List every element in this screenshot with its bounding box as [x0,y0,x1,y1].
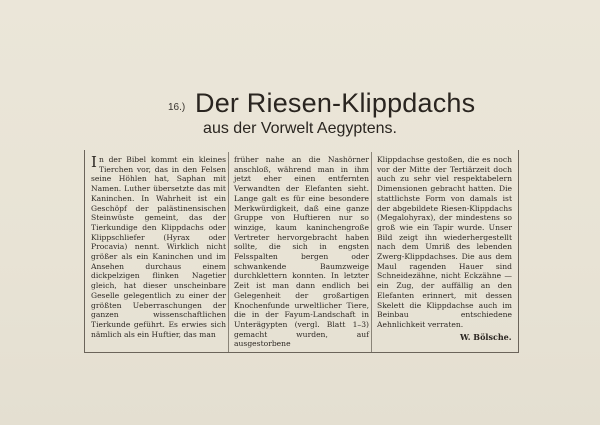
frame-rule-right [518,150,519,352]
text-column-1 [91,155,226,339]
column-divider [228,152,229,352]
frame-rule-left [84,150,85,352]
page-subtitle: aus der Vorwelt Aegyptens. [203,120,397,137]
author-signature: W. Bölsche. [460,332,512,342]
drop-initial: I [91,153,97,171]
text-column-3: Klippdachse gestoßen, die es noch vor der Mitte der Tertiärzeit doch auch zu sehr viel respektabelern Dimensionen gebracht hatten. Die stattlichste Form von damals ist der abgebildete Riesen-Klippdachs (Megalohyrax), der mindestens so groß wie ein Tapir wurde. Unser Bild zeigt ihn wiederhergestellt nach dem Umriß des lebenden Zwerg-Klippdachses. Die aus dem Maul ragenden Hauer sind Schneidezähne, nicht Eckzähne — ein Zug, der auffällig an den Elefanten erinnert, mit dessen Skelett die Klippdachse auch im Beinbau entschiedene Aehnlichkeit verraten. [377,155,512,329]
column-1-text: n der Bibel kommt ein kleines Tierchen vor, das in den Felsen seine Höhlen hat, Saphan mit Namen. Luther übersetzte das mit Kaninchen. In Wahrheit ist ein Geschöpf der palästinensischen Steinwüste gemeint, das der Tierkundige den Klippdachs oder Klippschliefer (Hyrax oder Procavia) nennt. Wirklich nicht größer als ein Kaninchen und im Ansehen durchaus einem dickpelzigen flinken Nagetier gleich, hat dieser unscheinbare Geselle gelegentlich zu einer der größten Ueberraschungen der ganzen wissenschaftlichen Tierkunde geführt. Es erwies sich nämlich als ein Huftier, das man [91,155,226,339]
frame-rule-bottom [84,352,519,353]
column-divider [371,152,372,352]
text-column-2: früher nahe an die Nashörner anschloß, während man in ihm jetzt eher einen entfernten Verwandten der Elefanten sieht. Lange galt es für eine besondere Merkwürdigkeit, daß eine ganze Gruppe von Huftieren nur so winzige, kaum kaninchengroße Vertreter hervorgebracht haben sollte, die sich in engsten Felsspalten bergen oder schwankende Baumzweige durchklettern konnten. In letzter Zeit ist man dann endlich bei Gelegenheit der großartigen Knochenfunde urweltlicher Tiere, die in der Fayum-Landschaft in Unterägypten (vergl. Blatt 1–3) gemacht wurden, auf ausgestorbene [234,155,369,349]
plate-number: 16.) [168,102,186,113]
page-title: Der Riesen-Klippdachs [195,88,476,118]
